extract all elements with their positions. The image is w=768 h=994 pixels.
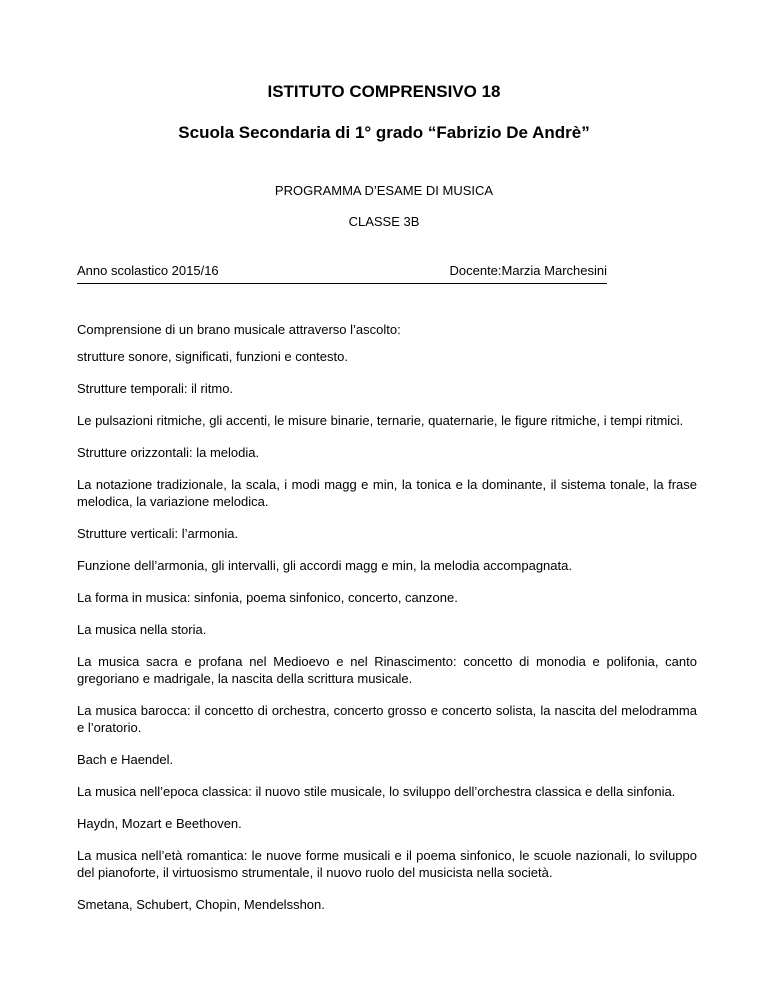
paragraph: Strutture temporali: il ritmo.: [77, 381, 234, 396]
paragraph: Bach e Haendel.: [77, 752, 174, 767]
meta-row: [77, 263, 607, 284]
paragraph: Haydn, Mozart e Beethoven.: [77, 816, 242, 831]
program-title: PROGRAMMA D’ESAME DI MUSICA: [274, 183, 494, 198]
paragraph: La forma in musica: sinfonia, poema sinfonico, concerto, canzone.: [77, 590, 458, 605]
paragraph: La musica nell’epoca classica: il nuovo stile musicale, lo sviluppo dell’orchestra classica e della sinfonia.: [77, 784, 676, 799]
program-content: [77, 321, 697, 928]
school-title: Scuola Secondaria di 1° grado “Fabrizio De Andrè”: [178, 123, 590, 142]
paragraph: La musica sacra e profana nel Medioevo e nel Rinascimento: concetto di monodia e polifonia, canto gregoriano e madrigale, la nascita della scrittura musicale.: [77, 654, 697, 686]
school-year: Anno scolastico 2015/16: [77, 263, 219, 278]
class-label: CLASSE 3B: [348, 214, 420, 229]
teacher-name: Docente:Marzia Marchesini: [449, 263, 607, 278]
paragraph: Le pulsazioni ritmiche, gli accenti, le misure binarie, ternarie, quaternarie, le figure ritmiche, i tempi ritmici.: [77, 413, 684, 428]
paragraph: Funzione dell’armonia, gli intervalli, gli accordi magg e min, la melodia accompagnata.: [77, 558, 572, 573]
paragraph: La musica barocca: il concetto di orchestra, concerto grosso e concerto solista, la nascita del melodramma e l’oratorio.: [77, 703, 697, 735]
paragraph: Smetana, Schubert, Chopin, Mendelsshon.: [77, 897, 325, 912]
paragraph: strutture sonore, significati, funzioni e contesto.: [77, 349, 348, 364]
paragraph: La musica nella storia.: [77, 622, 207, 637]
paragraph: La notazione tradizionale, la scala, i modi magg e min, la tonica e la dominante, il sistema tonale, la frase melodica, la variazione melodica.: [77, 477, 697, 509]
institute-title: ISTITUTO COMPRENSIVO 18: [267, 82, 501, 101]
paragraph: Comprensione di un brano musicale attraverso l’ascolto:: [77, 322, 401, 337]
paragraph: La musica nell’età romantica: le nuove forme musicali e il poema sinfonico, le scuole nazionali, lo sviluppo del pianoforte, il virtuosismo strumentale, il nuovo ruolo del musicista nella società.: [77, 848, 697, 880]
paragraph: Strutture verticali: l’armonia.: [77, 526, 239, 541]
paragraph: Strutture orizzontali: la melodia.: [77, 445, 260, 460]
